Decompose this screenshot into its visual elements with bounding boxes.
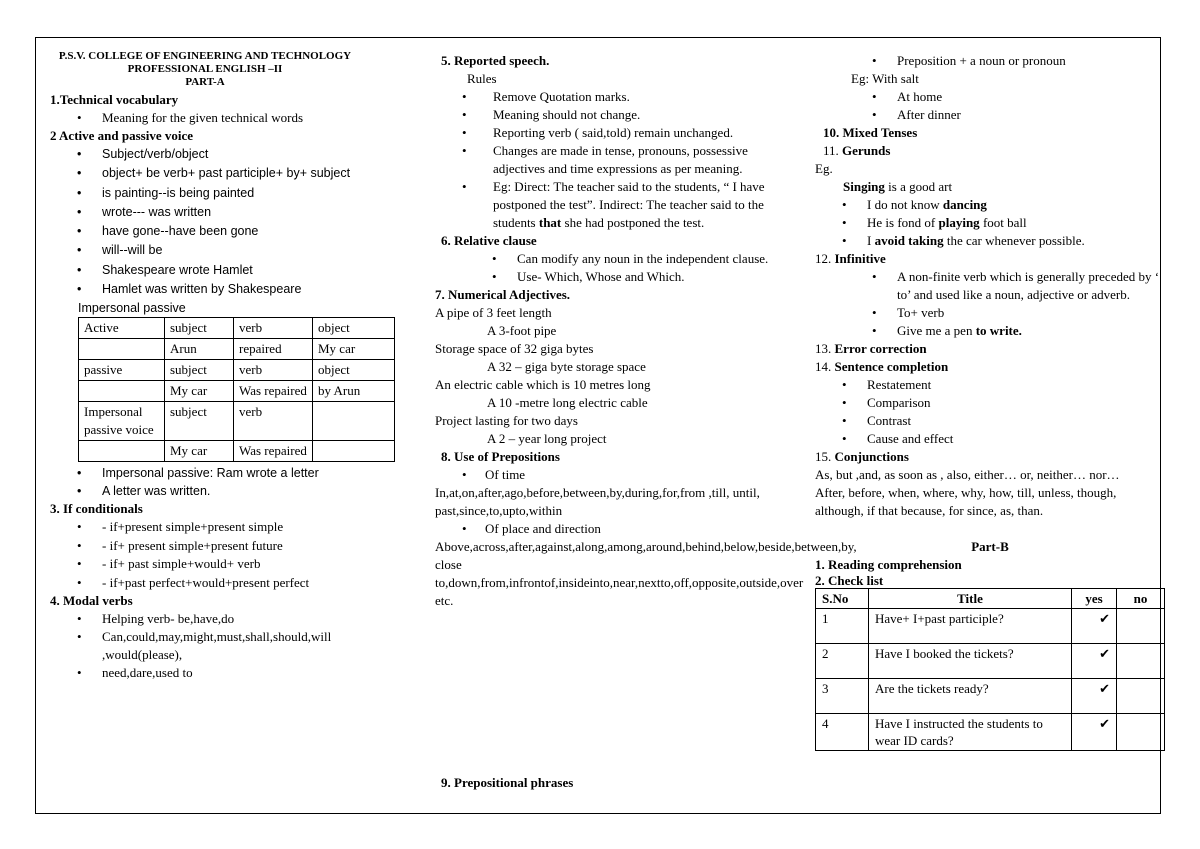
section-reported-speech: 5. Reported speech. [441,53,550,68]
column-header: S.No [816,589,869,609]
section-number: 13. [815,341,835,356]
bold-text: dancing [942,197,987,212]
table-cell: Was repaired [234,441,313,462]
table-cell [79,339,165,360]
table-cell: passive [79,360,165,381]
prepositions-place-text: to,down,from,infrontof,insideinto,near,nextto,off,opposite,outside,over etc. [435,575,804,608]
section-mixed-tenses: 10. Mixed Tenses [823,125,918,140]
list-item: • Contrast [815,412,1160,430]
example-line: Eg: With salt [851,71,919,86]
list-item: • Meaning for the given technical words [50,109,395,127]
section-modal-verbs: 4. Modal verbs [50,593,133,609]
list-item: • Use- Which, Whose and Which. [435,268,770,286]
table-row [79,381,395,402]
section-gerunds [815,142,1160,160]
text: foot ball [979,215,1027,230]
section-prepositional-phrases: 9. Prepositional phrases [441,775,574,790]
conjunctions-text: After, before, when, where, why, how, till, unless, though, although, if that because, for since, as, than. [815,485,1117,518]
table-cell: My car [165,381,234,402]
part-b-title: Part-B [971,539,1009,554]
list-item: • Preposition + a noun or pronoun [815,52,1160,70]
table-cell: Are the tickets ready? [869,679,1072,714]
table-cell: subject [165,318,234,339]
section-technical-vocabulary: 1.Technical vocabulary [50,92,179,107]
numerical-line: Storage space of 32 giga bytes [435,341,594,356]
example-text: she had postponed the test. [561,215,705,230]
list-item: • wrote--- was written [50,203,395,222]
table-cell: Active [79,318,165,339]
table-row [79,402,395,441]
impersonal-passive-label: Impersonal passive [78,301,186,316]
table-cell [79,441,165,462]
list-item: • - if+present simple+present simple [50,518,395,537]
section-number: 15. [815,449,835,464]
list-item: • - if+past perfect+would+present perfect [50,574,395,593]
prepositions-place-label [435,520,770,538]
list-item: • Helping verb- be,have,do [50,610,395,628]
prepositions-place-text: Above,across,after,against,along,among,around,behind,below,beside,between,by, [435,539,857,554]
table-cell: Have I instructed the students to wear ID cards? [869,714,1072,751]
table-cell: repaired [234,339,313,360]
table-cell [79,381,165,402]
table-cell: Impersonal passive voice [79,402,165,441]
modal-verbs-list [50,610,395,682]
list-item: • Shakespeare wrote Hamlet [50,261,395,280]
table-row [816,644,1165,679]
table-cell: subject [165,360,234,381]
table-row [816,679,1165,714]
section-prepositions: 8. Use of Prepositions [441,449,560,464]
text: the car whenever possible. [943,233,1085,248]
list-item [815,232,1160,250]
numerical-line: A 10 -metre long electric cable [487,395,648,410]
list-item: • Comparison [815,394,1160,412]
table-cell: Have I booked the tickets? [869,644,1072,679]
technical-vocabulary-list [50,109,395,127]
impersonal-examples-list [50,464,395,500]
list-item: • Changes are made in tense, pronouns, possessive adjectives and time expressions as per meaning. [435,142,770,178]
section-active-passive: 2 Active and passive voice [50,128,193,143]
list-item: • object+ be verb+ past participle+ by+ subject [50,164,395,183]
list-item: • To+ verb [815,304,1160,322]
table-cell: object [313,318,395,339]
list-item: • Of place and direction [435,520,770,538]
table-cell: 4 [816,714,869,751]
table-cell [1117,679,1165,714]
column-header: Title [869,589,1072,609]
table-header-row [816,589,1165,609]
table-row [79,441,395,462]
column-1 [50,50,395,682]
list-item: • Of time [435,466,770,484]
section-number: 11. [823,143,843,158]
section-numerical-adjectives: 7. Numerical Adjectives. [435,287,571,302]
text: is a good art [884,179,953,194]
table-cell [313,402,395,441]
check-mark-icon: ✔ [1072,714,1117,751]
table-row [816,714,1165,751]
check-mark-icon: ✔ [1072,644,1117,679]
table-cell: 2 [816,644,869,679]
college-name: P.S.V. COLLEGE OF ENGINEERING AND TECHNOLOGY [58,50,352,62]
table-cell: My car [165,441,234,462]
bold-text: playing [938,215,980,230]
subject-title: PROFESSIONAL ENGLISH –II [127,63,283,75]
section-relative-clause: 6. Relative clause [441,233,537,248]
list-item: • At home [815,88,1160,106]
column-header: no [1117,589,1165,609]
conjunctions-text: As, but ,and, as soon as , also, either… or, neither… nor… [815,467,1120,482]
active-passive-list [50,145,395,299]
example-bold: that [538,215,562,230]
table-cell: Was repaired [234,381,313,402]
section-sentence-completion [815,358,1160,376]
prepositions-time-text: In,at,on,after,ago,before,between,by,during,for,from ,till, until, past,since,to,upto,within [435,485,760,518]
list-item: • have gone--have been gone [50,222,395,241]
numerical-line: An electric cable which is 10 metres long [435,377,651,392]
column-3 [815,52,1160,751]
numerical-line: A 2 – year long project [487,431,607,446]
column-header: yes [1072,589,1117,609]
list-item: • Impersonal passive: Ram wrote a letter [50,464,395,482]
list-item: • Can,could,may,might,must,shall,should,will ,would(please), [50,628,395,664]
table-cell: My car [313,339,395,360]
gerunds-list [815,196,1160,250]
table-row [816,609,1165,644]
list-item: • After dinner [815,106,1160,124]
bold-text: to write. [975,323,1022,338]
section-error-correction [815,340,1160,358]
list-item: • A non-finite verb which is generally preceded by ‘ to’ and used like a noun, adjective or adverb. [815,268,1160,304]
table-row [79,360,395,381]
part-title: PART-A [185,76,225,88]
check-mark-icon: ✔ [1072,679,1117,714]
table-cell: verb [234,360,313,381]
bold-text: Singing [843,179,885,194]
numerical-line: A 3-foot pipe [487,323,557,338]
list-item: • Restatement [815,376,1160,394]
preposition-list [815,52,1160,70]
check-list-table [815,588,1165,751]
numerical-line: A 32 – giga byte storage space [487,359,646,374]
if-conditionals-list [50,518,395,592]
list-item: • is painting--is being painted [50,184,395,203]
sentence-completion-list [815,376,1160,448]
list-item [815,214,1160,232]
section-title: Gerunds [842,143,891,158]
reported-speech-list [435,88,770,232]
section-title: Conjunctions [834,449,909,464]
table-cell: 1 [816,609,869,644]
table-cell: 3 [816,679,869,714]
table-cell: Have+ I+past participle? [869,609,1072,644]
list-item: • Cause and effect [815,430,1160,448]
table-cell: verb [234,402,313,441]
table-cell: object [313,360,395,381]
prepositions-time-label [435,466,770,484]
section-conjunctions [815,448,1160,466]
numerical-line: Project lasting for two days [435,413,578,428]
text: I [867,233,875,248]
table-cell [1117,644,1165,679]
preposition-list [815,88,1160,124]
bold-text: avoid taking [874,233,944,248]
gerund-example [815,178,1160,196]
list-item [815,196,1160,214]
list-item: • Can modify any noun in the independent clause. [435,250,770,268]
list-item: • A letter was written. [50,482,395,500]
list-item: • Hamlet was written by Shakespeare [50,280,395,299]
list-item [435,178,770,232]
text: I do not know [867,197,943,212]
list-item: • Subject/verb/object [50,145,395,164]
numerical-line: A pipe of 3 feet length [435,305,552,320]
infinitive-list [815,268,1160,340]
relative-clause-list [435,250,770,286]
section-title: Error correction [834,341,927,356]
table-cell [1117,609,1165,644]
table-row [79,339,395,360]
prepositions-place-text: close [435,557,462,572]
table-cell: Arun [165,339,234,360]
section-if-conditionals: 3. If conditionals [50,501,143,517]
example-text: Eg: Direct: The teacher said to the students, “ I have postponed the test”. Indirect: The teacher said to the students [493,179,765,230]
example-label: Eg. [815,161,833,176]
table-cell [313,441,395,462]
table-row [79,318,395,339]
table-cell: by Arun [313,381,395,402]
list-item: • Reporting verb ( said,told) remain unchanged. [435,124,770,142]
text: Give me a pen [897,323,976,338]
list-item: • - if+ present simple+present future [50,537,395,556]
table-cell: subject [165,402,234,441]
list-item: • Meaning should not change. [435,106,770,124]
table-cell [1117,714,1165,751]
section-title: Infinitive [834,251,886,266]
section-title: Sentence completion [834,359,949,374]
list-item: • need,dare,used to [50,664,395,682]
text: He is fond of [867,215,939,230]
section-infinitive [815,250,1160,268]
rules-label: Rules [467,71,497,86]
section-number: 12. [815,251,835,266]
check-list-title: 2. Check list [815,573,884,588]
list-item: • will--will be [50,241,395,260]
table-cell: verb [234,318,313,339]
list-item: • - if+ past simple+would+ verb [50,555,395,574]
check-mark-icon: ✔ [1072,609,1117,644]
section-number: 14. [815,359,835,374]
list-item: • Remove Quotation marks. [435,88,770,106]
list-item [815,322,1160,340]
voice-table [78,317,395,462]
reading-comprehension: 1. Reading comprehension [815,557,962,572]
